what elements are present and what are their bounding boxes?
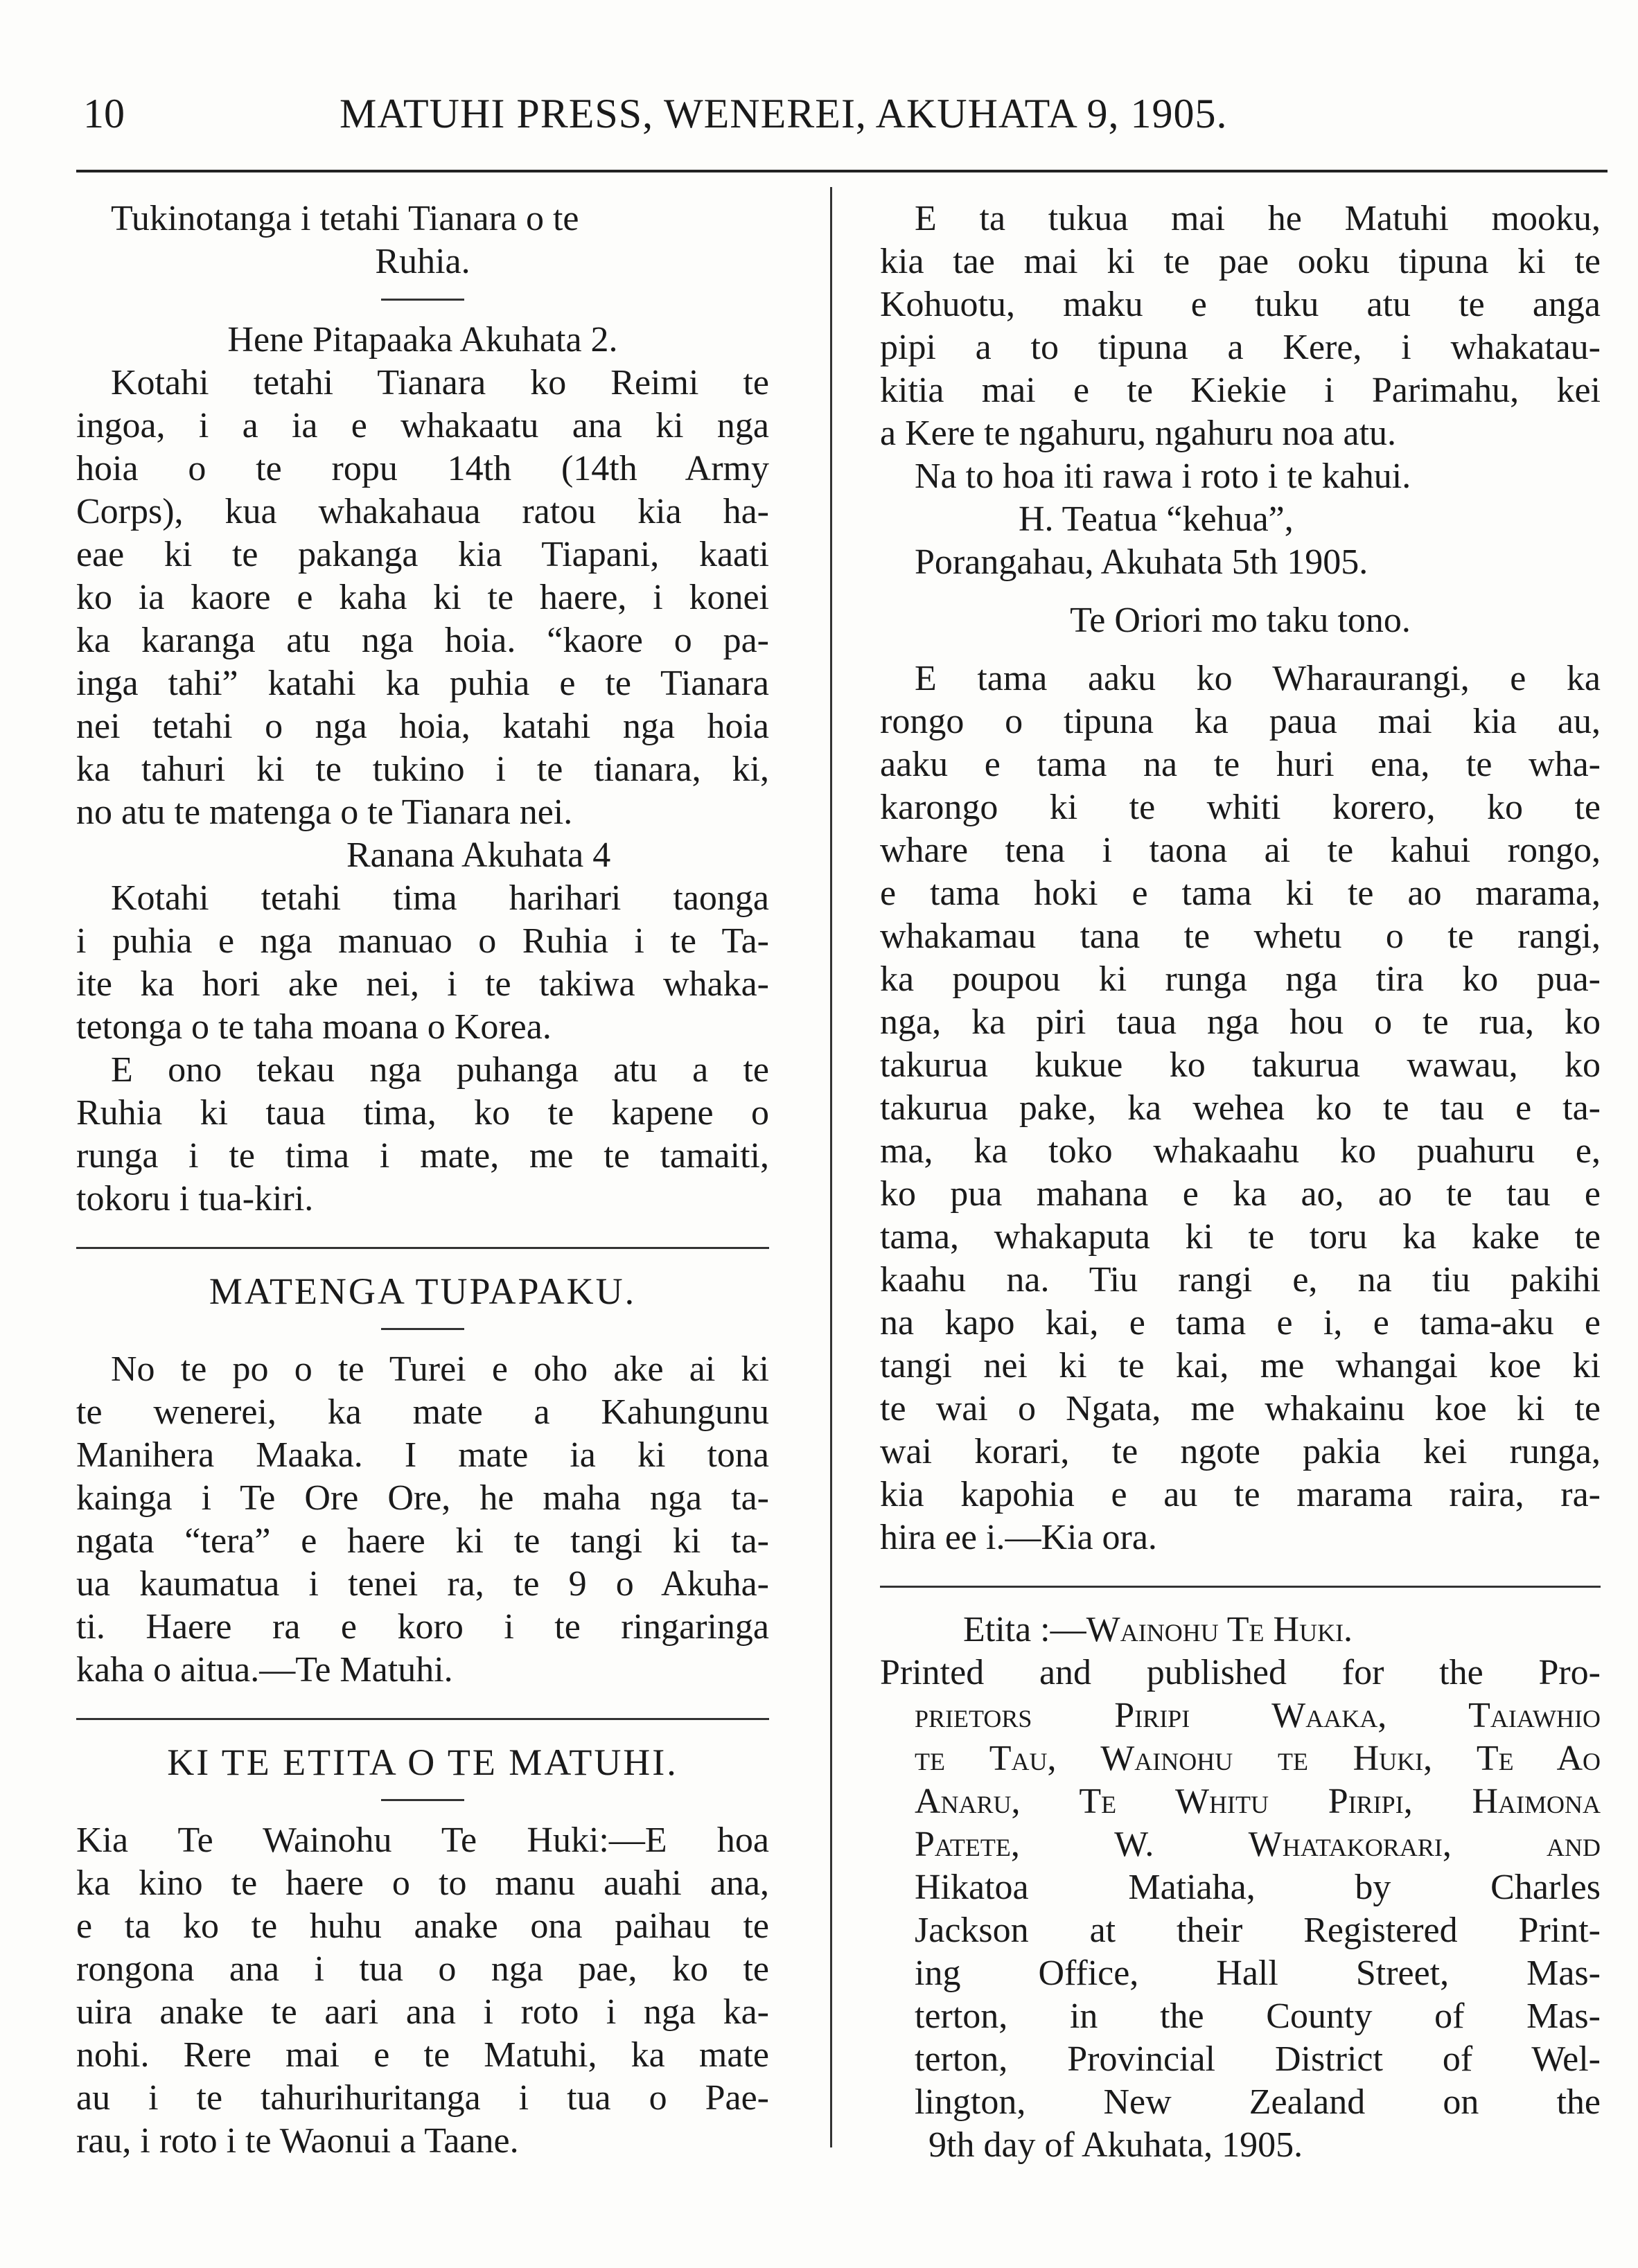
text-line: nga, ka piri taua nga hou o te rua, ko xyxy=(880,1002,1601,1042)
article-title-cont: Ruhia. xyxy=(375,242,470,281)
section-rule xyxy=(880,1586,1601,1588)
text-line: i puhia e nga manuao o Ruhia i te Ta- xyxy=(76,921,769,961)
article-letter-to-editor xyxy=(76,1741,769,2163)
section-rule xyxy=(76,1247,769,1249)
short-rule xyxy=(381,1328,464,1330)
text-line: Hikatoa Matiaha, by Charles xyxy=(915,1868,1601,1907)
text-line: Ruhia ki taua tima, ko te kapene o xyxy=(76,1093,769,1133)
short-rule xyxy=(381,299,464,301)
text-line: E ono tekau nga puhanga atu a te xyxy=(111,1050,769,1090)
left-column xyxy=(76,197,769,2163)
text-line: te wai o Ngata, me whakainu koe ki te xyxy=(880,1389,1601,1428)
text-line: tangi nei ki te kai, me whangai koe ki xyxy=(880,1346,1601,1385)
letter-closing: Na to hoa iti rawa i roto i te kahui. xyxy=(915,457,1411,496)
text-line: ua kaumatua i tenei ra, te 9 o Akuha- xyxy=(76,1564,769,1604)
letter-continuation xyxy=(880,197,1601,584)
text-line: rongona ana i tua o nga pae, ko te xyxy=(76,1949,769,1989)
text-line: ka kino te haere o to manu auahi ana, xyxy=(76,1863,769,1903)
letter-place-date: Porangahau, Akuhata 5th 1905. xyxy=(915,542,1368,582)
text-line: terton, Provincial District of Wel- xyxy=(915,2039,1601,2079)
column-divider xyxy=(830,187,832,2147)
poem-title: Te Oriori mo taku tono. xyxy=(1070,601,1411,640)
publisher-imprint xyxy=(880,1609,1601,2167)
page-number: 10 xyxy=(83,91,125,136)
text-line: kia kapohia e au te marama raira, ra- xyxy=(880,1475,1601,1514)
text-line: rau, i roto i te Waonui a Taane. xyxy=(76,2121,519,2161)
text-line: Corps), kua whakahaua ratou kia ha- xyxy=(76,492,769,531)
editor-label: Etita :— xyxy=(963,1610,1086,1649)
text-line: Printed and published for the Pro- xyxy=(880,1653,1601,1692)
text-line: Kia Te Wainohu Te Huki:—E hoa xyxy=(76,1820,769,1860)
text-line: kaha o aitua.—Te Matuhi. xyxy=(76,1650,453,1690)
text-line: aaku e tama na te huri ena, te wha- xyxy=(880,745,1601,784)
text-line: rongo o tipuna ka paua mai kia au, xyxy=(880,702,1601,741)
text-line: ma, ka toko whakaahu ko puahuru e, xyxy=(880,1131,1601,1171)
text-line: ka karanga atu nga hoia. “kaore o pa- xyxy=(76,621,769,660)
text-line: hoia o te ropu 14th (14th Army xyxy=(76,449,769,488)
article-heading: MATENGA TUPAPAKU. xyxy=(209,1270,637,1312)
text-line: nohi. Rere mai e te Matuhi, ka mate xyxy=(76,2035,769,2075)
text-line: runga i te tima i mate, me te tamaiti, xyxy=(76,1136,769,1176)
article-matenga-tupapaku xyxy=(76,1270,769,1692)
text-line: takurua pake, ka wehea ko te tau e ta- xyxy=(880,1088,1601,1128)
article-title: Tukinotanga i tetahi Tianara o te xyxy=(111,199,579,238)
poem-oriori xyxy=(880,599,1601,1559)
running-title: MATUHI PRESS, WENEREI, AKUHATA 9, 1905. xyxy=(340,91,1228,136)
short-rule xyxy=(381,1799,464,1801)
text-line: Kohuotu, maku e tuku atu te anga xyxy=(880,285,1601,324)
text-line: E tama aaku ko Wharaurangi, e ka xyxy=(915,659,1601,698)
text-line: eae ki te pakanga kia Tiapani, kaati xyxy=(76,535,769,574)
text-line: karongo ki te whiti korero, ko te xyxy=(880,788,1601,827)
text-line: 9th day of Akuhata, 1905. xyxy=(928,2125,1303,2165)
text-line: a Kere te ngahuru, ngahuru noa atu. xyxy=(880,414,1397,453)
text-line: tama, whakaputa ki te toru ka kake te xyxy=(880,1217,1601,1257)
text-line: Kotahi tetahi tima harihari taonga xyxy=(111,878,769,918)
text-line: au i te tahurihuritanga i tua o Pae- xyxy=(76,2078,769,2118)
text-line: No te po o te Turei e oho ake ai ki xyxy=(111,1349,769,1389)
letter-signature: H. Teatua “kehua”, xyxy=(1019,499,1294,539)
text-line: uira anake te aari ana i roto i nga ka- xyxy=(76,1992,769,2032)
text-line: Patete, W. Whatakorari, and xyxy=(915,1825,1601,1864)
right-column xyxy=(880,197,1601,2167)
text-line: te wenerei, ka mate a Kahungunu xyxy=(76,1392,769,1432)
page-header xyxy=(76,90,1559,145)
text-line: Jackson at their Registered Print- xyxy=(915,1911,1601,1950)
text-line: ingoa, i a ia e whakaatu ana ki nga xyxy=(76,406,769,445)
text-line: ti. Haere ra e koro i te ringaringa xyxy=(76,1607,769,1647)
article-general-attacked xyxy=(76,197,769,1221)
text-line: hira ee i.—Kia ora. xyxy=(880,1518,1157,1557)
text-line: takurua kukue ko takurua wawau, ko xyxy=(880,1045,1601,1085)
text-line: whare tena i taona ai te kahui rongo, xyxy=(880,831,1601,870)
text-line: ngata “tera” e haere ki te tangi ki ta- xyxy=(76,1521,769,1561)
editor-name: Wainohu Te Huki. xyxy=(1086,1610,1353,1649)
header-rule xyxy=(76,170,1608,172)
text-line: no atu te matenga o te Tianara nei. xyxy=(76,792,573,832)
text-line: lington, New Zealand on the xyxy=(915,2082,1601,2122)
text-line: kia tae mai ki te pae ooku tipuna ki te xyxy=(880,242,1601,281)
text-line: Kotahi tetahi Tianara ko Reimi te xyxy=(111,363,769,402)
section-rule xyxy=(76,1718,769,1720)
text-line: inga tahi” katahi ka puhia e te Tianara xyxy=(76,664,769,703)
text-line: tokoru i tua-kiri. xyxy=(76,1179,314,1219)
text-line: Anaru, Te Whitu Piripi, Haimona xyxy=(915,1782,1601,1821)
text-line: ko ia kaore e kaha ki te haere, i konei xyxy=(76,578,769,617)
text-line: na kapo kai, e tama e i, e tama-aku e xyxy=(880,1303,1601,1343)
text-line: ka tahuri ki te tukino i te tianara, ki, xyxy=(76,750,769,789)
text-line: tetonga o te taha moana o Korea. xyxy=(76,1007,552,1047)
text-line: kitia mai e te Kiekie i Parimahu, kei xyxy=(880,371,1601,410)
text-line: e ta ko te huhu anake ona paihau te xyxy=(76,1906,769,1946)
text-line: pipi a to tipuna a Kere, i whakatau- xyxy=(880,328,1601,367)
text-line: prietors Piripi Waaka, Taiawhio xyxy=(915,1696,1601,1735)
text-line: ko pua mahana e ka ao, ao te tau e xyxy=(880,1174,1601,1214)
text-line: ka poupou ki runga nga tira ko pua- xyxy=(880,959,1601,999)
text-line: kainga i Te Ore Ore, he maha nga ta- xyxy=(76,1478,769,1518)
dateline: Hene Pitapaaka Akuhata 2. xyxy=(227,320,618,360)
text-line: ing Office, Hall Street, Mas- xyxy=(915,1954,1601,1993)
dateline: Ranana Akuhata 4 xyxy=(346,835,611,875)
text-line: terton, in the County of Mas- xyxy=(915,1996,1601,2036)
editor-line xyxy=(880,1609,1601,1651)
text-line: ite ka hori ake nei, i te takiwa whaka- xyxy=(76,964,769,1004)
text-line: nei tetahi o nga hoia, katahi nga hoia xyxy=(76,707,769,746)
text-line: wai korari, te ngote pakia kei runga, xyxy=(880,1432,1601,1471)
article-heading: KI TE ETITA O TE MATUHI. xyxy=(167,1742,678,1783)
text-line: e tama hoki e tama ki te ao marama, xyxy=(880,874,1601,913)
text-line: whakamau tana te whetu o te rangi, xyxy=(880,916,1601,956)
text-line: kaahu na. Tiu rangi e, na tiu pakihi xyxy=(880,1260,1601,1300)
text-line: E ta tukua mai he Matuhi mooku, xyxy=(915,199,1601,238)
text-line: Manihera Maaka. I mate ia ki tona xyxy=(76,1435,769,1475)
text-line: te Tau, Wainohu te Huki, Te Ao xyxy=(915,1739,1601,1778)
